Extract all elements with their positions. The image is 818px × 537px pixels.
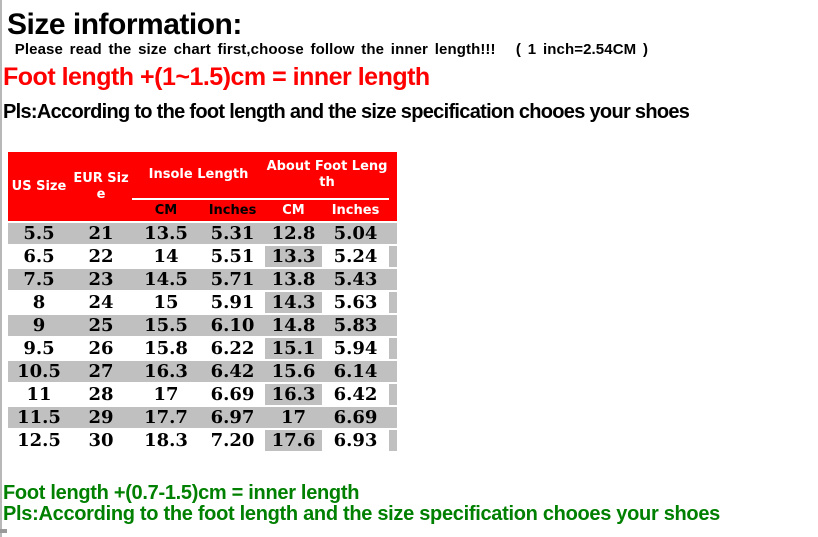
cell-insole_in: 6.22 bbox=[200, 337, 265, 360]
size-table-header bbox=[8, 152, 397, 222]
header-foot-inches: Inches bbox=[322, 199, 389, 222]
cell-us: 10.5 bbox=[8, 360, 70, 383]
cell-eur: 27 bbox=[70, 360, 132, 383]
cell-insole_in: 6.42 bbox=[200, 360, 265, 383]
cell-us: 11 bbox=[8, 383, 70, 406]
table-row bbox=[8, 268, 397, 291]
cell-foot_cm: 14.3 bbox=[265, 291, 322, 314]
cell-foot_in: 5.94 bbox=[322, 337, 389, 360]
cell-us: 11.5 bbox=[8, 406, 70, 429]
cell-foot_cm: 17.6 bbox=[265, 429, 322, 452]
cell-insole_in: 5.51 bbox=[200, 245, 265, 268]
table-row bbox=[8, 406, 397, 429]
cell-foot_cm: 12.8 bbox=[265, 222, 322, 245]
header-eur-size: EUR Size bbox=[70, 152, 132, 222]
header-insole-length: Insole Length bbox=[132, 152, 265, 199]
header-us-size: US Size bbox=[8, 152, 70, 222]
cell-insole_cm: 15.5 bbox=[132, 314, 200, 337]
cell-insole_cm: 18.3 bbox=[132, 429, 200, 452]
filler-cell bbox=[389, 291, 397, 314]
cell-foot_cm: 16.3 bbox=[265, 383, 322, 406]
cell-us: 9.5 bbox=[8, 337, 70, 360]
table-row bbox=[8, 222, 397, 245]
cell-insole_cm: 14 bbox=[132, 245, 200, 268]
header-about-foot-length: About Foot Length bbox=[265, 152, 389, 199]
cell-insole_cm: 13.5 bbox=[132, 222, 200, 245]
cell-insole_cm: 15 bbox=[132, 291, 200, 314]
cell-insole_cm: 16.3 bbox=[132, 360, 200, 383]
table-row bbox=[8, 360, 397, 383]
cell-foot_cm: 13.3 bbox=[265, 245, 322, 268]
cell-insole_in: 5.91 bbox=[200, 291, 265, 314]
cell-us: 6.5 bbox=[8, 245, 70, 268]
cell-insole_in: 6.69 bbox=[200, 383, 265, 406]
cell-insole_cm: 17.7 bbox=[132, 406, 200, 429]
cell-eur: 21 bbox=[70, 222, 132, 245]
size-specification-note-green: Pls:According to the foot length and the size specification chooes your shoes bbox=[3, 503, 720, 525]
header-foot-cm: CM bbox=[265, 199, 322, 222]
cell-eur: 25 bbox=[70, 314, 132, 337]
cell-eur: 28 bbox=[70, 383, 132, 406]
cell-insole_in: 7.20 bbox=[200, 429, 265, 452]
cell-foot_cm: 13.8 bbox=[265, 268, 322, 291]
cell-us: 12.5 bbox=[8, 429, 70, 452]
filler-cell bbox=[389, 222, 397, 245]
header-insole-inches: Inches bbox=[200, 199, 265, 222]
cell-eur: 29 bbox=[70, 406, 132, 429]
inner-length-formula-green: Foot length +(0.7-1.5)cm = inner length bbox=[3, 483, 360, 503]
size-table-body bbox=[8, 222, 397, 452]
header-insole-cm: CM bbox=[132, 199, 200, 222]
filler-cell bbox=[389, 406, 397, 429]
size-specification-note: Pls:According to the foot length and the size specification chooes your shoes bbox=[3, 101, 690, 123]
cell-insole_in: 6.97 bbox=[200, 406, 265, 429]
cell-eur: 24 bbox=[70, 291, 132, 314]
page-left-edge-line bbox=[0, 0, 2, 537]
cell-foot_in: 5.63 bbox=[322, 291, 389, 314]
cell-us: 8 bbox=[8, 291, 70, 314]
cell-foot_cm: 15.1 bbox=[265, 337, 322, 360]
cell-insole_in: 5.31 bbox=[200, 222, 265, 245]
cell-foot_cm: 15.6 bbox=[265, 360, 322, 383]
cell-foot_in: 5.83 bbox=[322, 314, 389, 337]
cell-insole_cm: 15.8 bbox=[132, 337, 200, 360]
cell-insole_cm: 17 bbox=[132, 383, 200, 406]
bottom-left-artifact bbox=[0, 529, 7, 533]
filler-cell bbox=[389, 245, 397, 268]
cell-eur: 23 bbox=[70, 268, 132, 291]
cell-foot_in: 5.43 bbox=[322, 268, 389, 291]
filler-cell bbox=[389, 337, 397, 360]
table-row bbox=[8, 314, 397, 337]
table-row bbox=[8, 383, 397, 406]
cell-us: 5.5 bbox=[8, 222, 70, 245]
inner-length-formula-red: Foot length +(1~1.5)cm = inner length bbox=[3, 63, 430, 91]
table-row bbox=[8, 291, 397, 314]
table-row bbox=[8, 429, 397, 452]
cell-eur: 30 bbox=[70, 429, 132, 452]
cell-us: 9 bbox=[8, 314, 70, 337]
cell-foot_cm: 17 bbox=[265, 406, 322, 429]
page-title: Size information: bbox=[7, 8, 242, 41]
cell-foot_in: 5.24 bbox=[322, 245, 389, 268]
size-chart-instruction: Please read the size chart first,choose follow the inner length!!! ( 1 inch=2.54CM ) bbox=[8, 41, 649, 58]
cell-insole_cm: 14.5 bbox=[132, 268, 200, 291]
size-table bbox=[8, 152, 397, 453]
cell-foot_cm: 14.8 bbox=[265, 314, 322, 337]
header-filler-cell bbox=[389, 152, 397, 222]
table-row bbox=[8, 245, 397, 268]
cell-insole_in: 6.10 bbox=[200, 314, 265, 337]
cell-us: 7.5 bbox=[8, 268, 70, 291]
filler-cell bbox=[389, 360, 397, 383]
filler-cell bbox=[389, 268, 397, 291]
table-row bbox=[8, 337, 397, 360]
filler-cell bbox=[389, 314, 397, 337]
filler-cell bbox=[389, 429, 397, 452]
cell-foot_in: 6.42 bbox=[322, 383, 389, 406]
cell-foot_in: 6.14 bbox=[322, 360, 389, 383]
cell-eur: 22 bbox=[70, 245, 132, 268]
cell-eur: 26 bbox=[70, 337, 132, 360]
cell-foot_in: 6.93 bbox=[322, 429, 389, 452]
cell-foot_in: 5.04 bbox=[322, 222, 389, 245]
cell-insole_in: 5.71 bbox=[200, 268, 265, 291]
filler-cell bbox=[389, 383, 397, 406]
cell-foot_in: 6.69 bbox=[322, 406, 389, 429]
